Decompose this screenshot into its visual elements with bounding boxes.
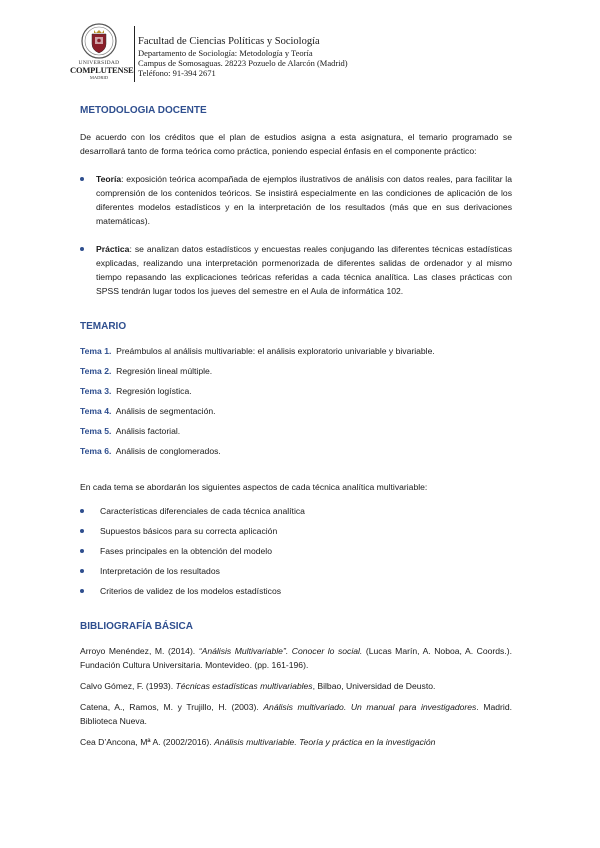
tema-text: Regresión lineal múltiple. bbox=[116, 366, 213, 376]
aspect-text: Fases principales en la obtención del modelo bbox=[100, 546, 272, 556]
university-seal-icon bbox=[79, 22, 119, 60]
tema-text: Análisis de segmentación. bbox=[115, 406, 216, 416]
tema-label: Tema 1. bbox=[80, 346, 112, 356]
tema-text: Regresión logística. bbox=[116, 386, 192, 396]
page-header bbox=[70, 22, 530, 84]
tema-label: Tema 5. bbox=[80, 426, 112, 436]
bib-author: Arroyo Menéndez, M. (2014). bbox=[80, 646, 199, 656]
bib-author: Calvo Gómez, F. (1993). bbox=[80, 681, 176, 691]
university-name-line2: COMPLUTENSE bbox=[70, 65, 134, 75]
aspect-item bbox=[80, 584, 512, 598]
tema-item bbox=[80, 344, 512, 358]
aspect-text: Interpretación de los resultados bbox=[100, 566, 220, 576]
bib-entry bbox=[80, 700, 512, 728]
aspect-text: Características diferenciales de cada técnica analítica bbox=[100, 506, 305, 516]
bib-details: . Madrid. Biblioteca Nueva. bbox=[80, 702, 512, 726]
university-name-line1: UNIVERSIDAD bbox=[78, 60, 120, 66]
tema-label: Tema 3. bbox=[80, 386, 112, 396]
metodologia-list bbox=[80, 172, 512, 298]
tema-item bbox=[80, 364, 512, 378]
aspects-intro: En cada tema se abordarán los siguientes aspectos de cada técnica analítica multivariable: bbox=[80, 482, 428, 492]
aspect-item bbox=[80, 564, 512, 578]
heading-temario: TEMARIO bbox=[80, 321, 127, 332]
practica-text: : se analizan datos estadísticos y encuestas reales conjugando las diferentes técnicas estadísticas explicadas, realizando una interpretación pormenorizada de diferentes salidas de ordenador y al mismo tiempo repasando las explicaciones teóricas referidas a cada técnica analítica. Las clases prácticas con SPSS tendrán lugar todos los jueves del semestre en el Aula de informática 102. bbox=[96, 244, 512, 296]
header-info bbox=[138, 36, 348, 78]
university-logo bbox=[70, 22, 134, 84]
bib-author: Catena, A., Ramos, M. y Trujillo, H. (2003). bbox=[80, 702, 264, 712]
aspect-text: Criterios de validez de los modelos estadísticos bbox=[100, 586, 282, 596]
practica-label: Práctica bbox=[96, 244, 130, 254]
bullet-icon bbox=[80, 569, 84, 573]
tema-text: Preámbulos al análisis multivariable: el análisis exploratorio univariable y bivariable. bbox=[116, 346, 435, 356]
aspect-text: Supuestos básicos para su correcta aplicación bbox=[100, 526, 278, 536]
department-name: Departamento de Sociología: Metodología y Teoría bbox=[138, 48, 313, 58]
bibliography-list bbox=[80, 644, 512, 749]
tema-label: Tema 2. bbox=[80, 366, 112, 376]
tema-item bbox=[80, 384, 512, 398]
tema-label: Tema 4. bbox=[80, 406, 112, 416]
bullet-icon bbox=[80, 549, 84, 553]
tema-text: Análisis de conglomerados. bbox=[115, 446, 221, 456]
bullet-icon bbox=[80, 509, 84, 513]
tema-item bbox=[80, 424, 512, 438]
university-city: MADRID bbox=[89, 75, 109, 80]
teoria-label: Teoría bbox=[96, 174, 122, 184]
header-divider bbox=[134, 26, 135, 82]
temas-list bbox=[80, 344, 512, 458]
aspect-item bbox=[80, 504, 512, 518]
tema-label: Tema 6. bbox=[80, 446, 112, 456]
tema-item bbox=[80, 444, 512, 458]
campus-address: Campus de Somosaguas. 28223 Pozuelo de Alarcón (Madrid) bbox=[138, 58, 348, 68]
bib-title: Análisis multivariable. Teoría y práctica en la investigación bbox=[214, 737, 436, 747]
tema-item bbox=[80, 404, 512, 418]
bib-entry bbox=[80, 644, 512, 672]
bullet-icon bbox=[80, 247, 84, 251]
bib-details: , Bilbao, Universidad de Deusto. bbox=[312, 681, 436, 691]
faculty-name: Facultad de Ciencias Políticas y Sociología bbox=[138, 36, 320, 47]
bib-entry bbox=[80, 679, 512, 693]
bullet-icon bbox=[80, 529, 84, 533]
bullet-practica bbox=[80, 242, 512, 298]
tema-text: Análisis factorial. bbox=[115, 426, 181, 436]
bib-details: (Lucas Marín, A. Noboa, A. Coords.). Fundación Cultura Universitaria. Montevideo. (pp. 161-196). bbox=[80, 646, 512, 670]
heading-metodologia: METODOLOGIA DOCENTE bbox=[80, 105, 207, 116]
bullet-icon bbox=[80, 589, 84, 593]
teoria-text: : exposición teórica acompañada de ejemplos ilustrativos de análisis con datos reales, para facilitar la comprensión de los contenidos teóricos. Se insistirá especialmente en las condiciones de aplicación de los diferentes modelos estadísticos y en la interpretación de los resultados (más que en sus derivaciones matemáticas). bbox=[96, 174, 512, 226]
bib-author: Cea D’Ancona, Mª A. (2002/2016). bbox=[80, 737, 215, 747]
bib-title: “Análisis Multivariable”. Conocer lo social. bbox=[198, 646, 363, 656]
aspect-item bbox=[80, 524, 512, 538]
bib-title: Técnicas estadísticas multivariables bbox=[175, 681, 313, 691]
bib-title: Análisis multivariado. Un manual para investigadores bbox=[263, 702, 477, 712]
phone-number: Teléfono: 91-394 2671 bbox=[138, 68, 216, 78]
aspect-item bbox=[80, 544, 512, 558]
aspects-list bbox=[80, 504, 512, 598]
metodologia-intro: De acuerdo con los créditos que el plan de estudios asigna a esta asignatura, el temario programado se desarrollará tanto de forma teórica como práctica, poniendo especial énfasis en el componente práctico: bbox=[80, 132, 512, 156]
document-body bbox=[80, 104, 512, 749]
bullet-teoria bbox=[80, 172, 512, 228]
bib-entry bbox=[80, 735, 512, 749]
bullet-icon bbox=[80, 177, 84, 181]
heading-bibliografia: BIBLIOGRAFÍA BÁSICA bbox=[80, 621, 193, 632]
